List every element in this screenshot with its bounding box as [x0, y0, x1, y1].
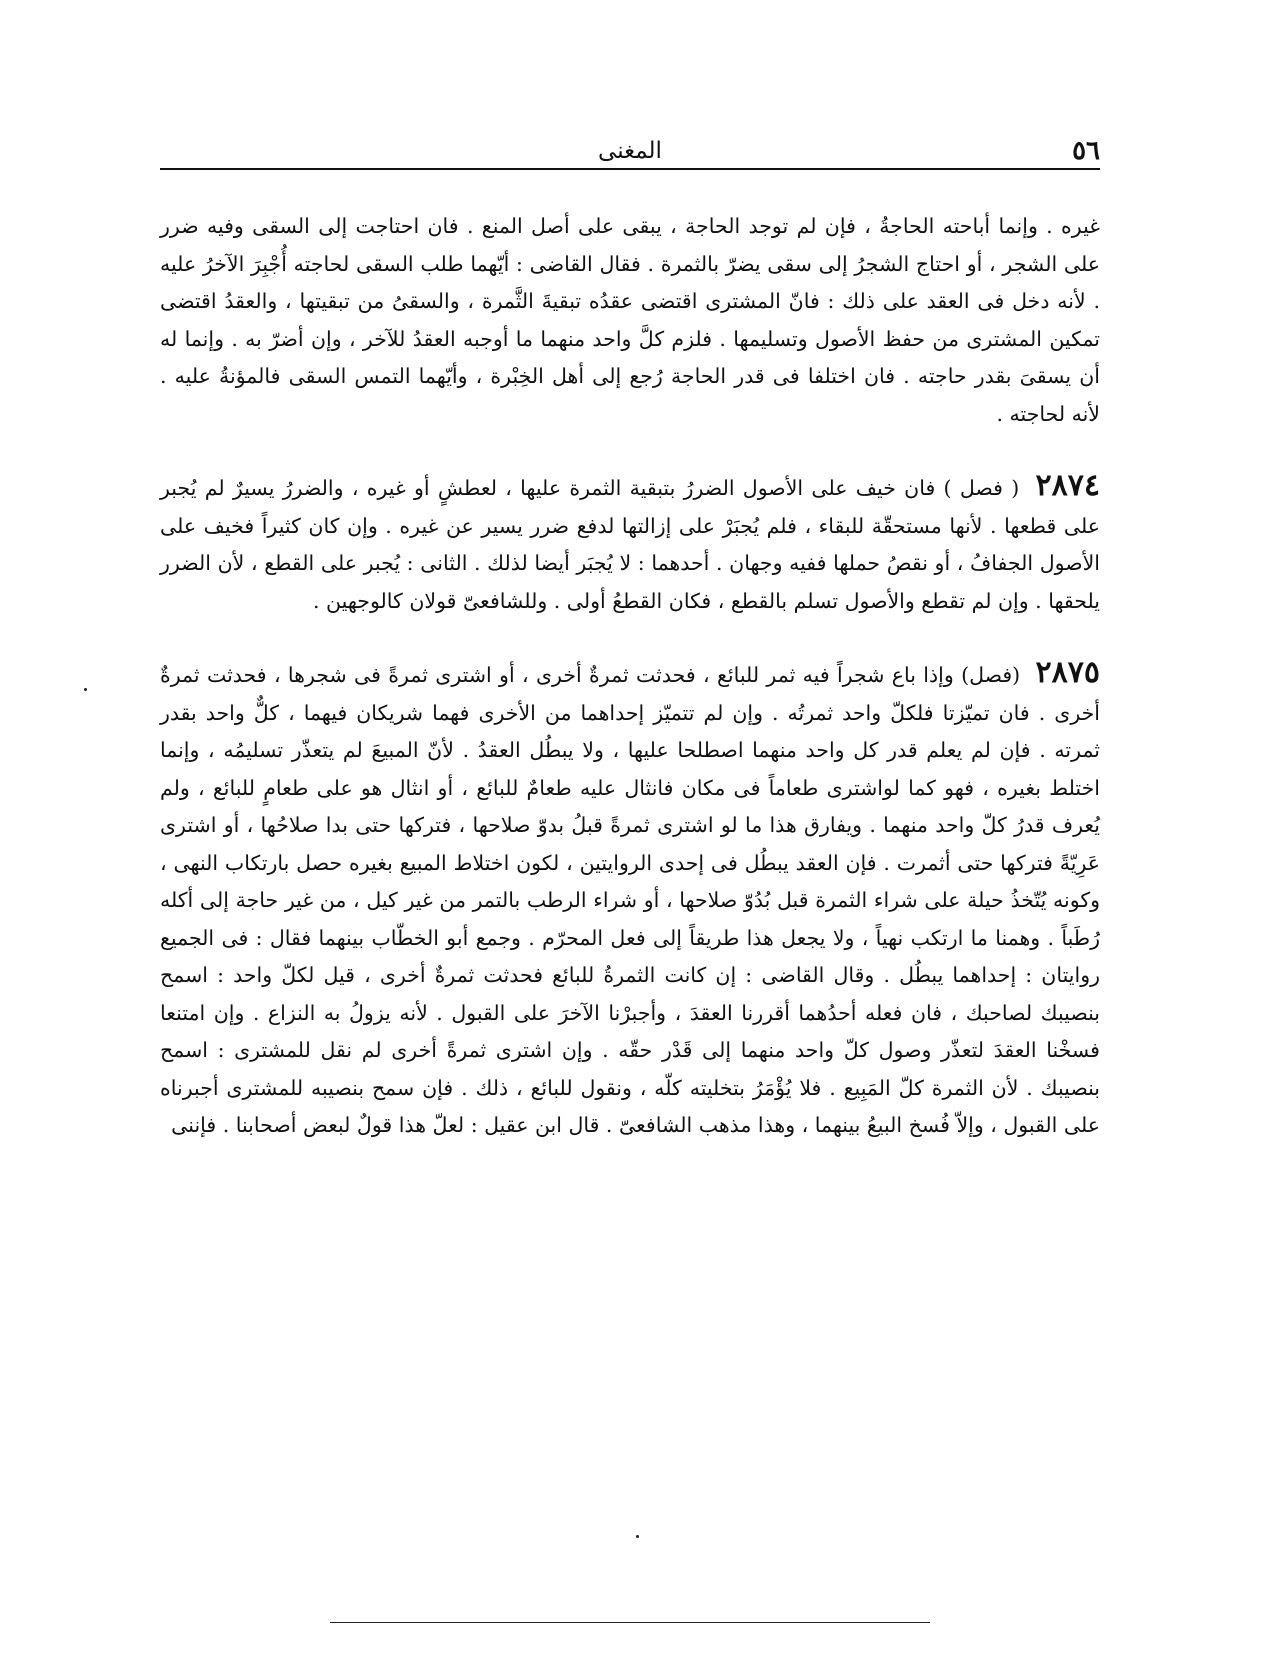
- page-body: [160, 208, 1100, 1179]
- header-rule: [160, 168, 1100, 170]
- paragraph-2875: [160, 654, 1100, 1145]
- paragraph-text: (فصل) وإذا باع شجراً فيه ثمر للبائع ، فحدثت ثمرةٌ أخرى ، أو اشترى ثمرةً فى شجرها ، فحدثت ثمرةٌ أخرى . فان تميّزتا فلكلّ واحد ثمرتُه . وإن لم تتميّز إحداهما من الأخرى فهما شريكان فيهما ، كلٌّ واحد بقدر ثمرته . فإن لم يعلم قدر كل واحد منهما اصطلحا عليها ، ولا يبطُل العقدُ . لأنّ المبيعَ لم يتعذّر تسليمُه ، وإنما اختلط بغيره ، فهو كما لواشترى طعاماً فى مكان فانثال عليه طعامٌ للبائع ، أو انثال هو على طعامٍ للبائع ، ولم يُعرف قدرُ كلّ واحد منهما . ويفارق هذا ما لو اشترى ثمرةً قبلُ بدوّ صلاحها ، فتركها حتى بدا صلاحُها ، أو اشترى عَرِيّةً فتركها حتى أثمرت . فإن العقد يبطُل فى إحدى الروايتين ، لكون اختلاط المبيع بغيره حصل بارتكاب النهى ، وكونه يُتّخذُ حيلة على شراء الثمرة قبل بُدُوّ صلاحها ، أو شراء الرطب بالتمر من غير كيل ، من غير حاجة إلى أكله رُطَباً . وهمنا ما ارتكب نهياً ، ولا يجعل هذا طريقاً إلى فعل المحرّم . وجمع أبو الخطّاب بينهما فقال : فى الجميع روايتان : إحداهما يبطُل . وقال القاضى : إن كانت الثمرةُ للبائع فحدثت ثمرةٌ أخرى ، قيل لكلّ واحد : اسمح بنصيبك لصاحبك ، فان فعله أحدُهما أقررنا العقدَ ، وأجبرْنا الآخرَ على القبول . لأنه يزولُ به النزاع . وإن امتنعا فسخْنا العقدَ لتعذّر وصول كلّ واحد منهما إلى قَدْر حقّه . وإن اشترى ثمرةً أخرى لم نقل للمشترى : اسمح بنصيبك . لأن الثمرة كلّ المَبِيع . فلا يُؤْمَرُ بتخليته كلّه ، ونقول للبائع ، ذلك . فإن سمح بنصيبه للمشترى أجبرناه على القبول ، وإلاّ فُسخ البيعُ بينهما ، وهذا مذهب الشافعىّ . قال ابن عقيل : لعلّ هذا قولٌ لبعض أصحابنا . فإننى: [160, 663, 1100, 1137]
- paragraph-2874: [160, 467, 1100, 620]
- margin-dot: [84, 688, 87, 691]
- page-number: ٥٦: [1072, 136, 1100, 166]
- running-title: المغنى: [598, 138, 662, 164]
- margin-dot: [636, 1535, 639, 1538]
- section-number: ٢٨٧٤: [1035, 468, 1100, 503]
- paragraph-text: ( فصل ) فان خيف على الأصول الضررُ بتبقية الثمرة عليها ، لعطشٍ أو غيره ، والضررُ يسيرٌ لم يُجبر على قطعها . لأنها مستحقّة للبقاء ، فلم يُجبَرْ على إزالتها لدفع ضرر يسير عن غيره . وإن كان كثيراً فخيف على الأصول الجفافُ ، أو نقصُ حملها ففيه وجهان . أحدهما : لا يُجبَر أيضا لذلك . الثانى : يُجبر على القطع ، لأن الضرر يلحقها . وإن لم تقطع والأصول تسلم بالقطع ، فكان القطعُ أولى . وللشافعىّ قولان كالوجهين .: [160, 476, 1100, 613]
- section-number: ٢٨٧٥: [1035, 655, 1100, 690]
- footer-rule: [330, 1622, 930, 1623]
- paragraph-text: غيره . وإنما أباحته الحاجةُ ، فإن لم توجد الحاجة ، يبقى على أصل المنع . فان احتاجت إلى السقى وفيه ضرر على الشجر ، أو احتاج الشجرُ إلى سقى يضرّ بالثمرة . فقال القاضى : أيّهما طلب السقى لحاجته أُجْبِرَ الآخرُ عليه . لأنه دخل فى العقد على ذلك : فانّ المشترى اقتضى عقدُه تبقيةَ الثَّمرة ، والسقىُ من تبقيتها ، والعقدُ اقتضى تمكين المشترى من حفظ الأصول وتسليمها . فلزم كلَّ واحد منهما ما أوجبه العقدُ للآخر ، وإن أضرّ به . وإنما له أن يسقىَ بقدر حاجته . فان اختلفا فى قدر الحاجة رُجع إلى أهل الخِبْرة ، وأيّهما التمس السقى فالمؤنةُ عليه . لأنه لحاجته .: [160, 214, 1100, 426]
- page-header: [160, 128, 1100, 172]
- paragraph-1: [160, 208, 1100, 433]
